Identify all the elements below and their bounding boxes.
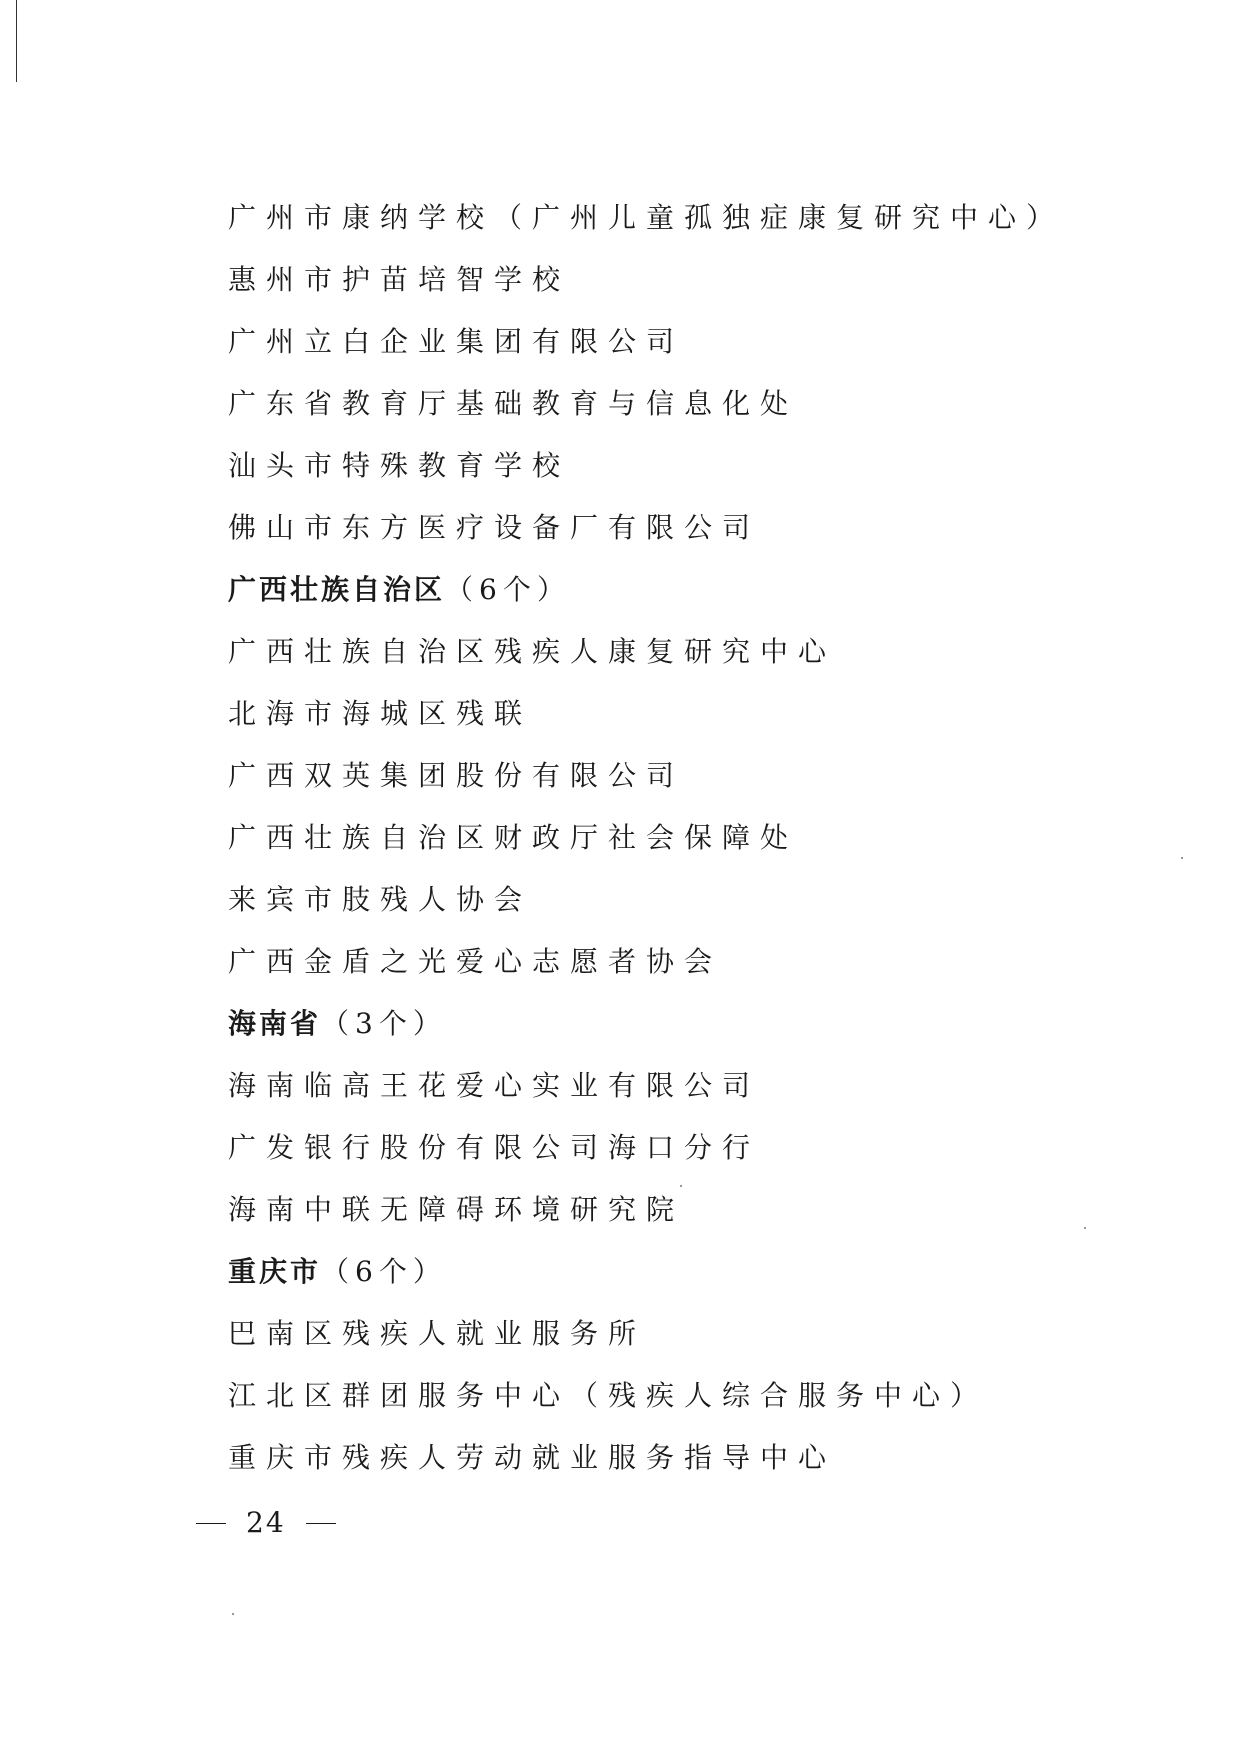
list-item: 江北区群团服务中心（残疾人综合服务中心） <box>228 1379 989 1412</box>
scan-speck <box>1084 1227 1086 1229</box>
section-heading-label: 重庆市 <box>228 1255 322 1288</box>
page-number <box>196 1506 336 1540</box>
scan-speck <box>1181 857 1183 859</box>
section-heading-label: 广西壮族自治区 <box>228 573 446 606</box>
list-item: 北海市海城区残联 <box>228 697 533 730</box>
page-number-dash-left <box>196 1523 226 1524</box>
page-number-dash-right <box>306 1523 336 1524</box>
list-item: 巴南区残疾人就业服务所 <box>228 1317 647 1350</box>
section-heading-chongqing <box>228 1255 447 1289</box>
page-number-value: 24 <box>246 1506 286 1539</box>
list-item: 汕头市特殊教育学校 <box>228 449 571 482</box>
binding-margin-line <box>16 0 17 82</box>
list-item: 广西金盾之光爱心志愿者协会 <box>228 945 723 978</box>
list-item: 广东省教育厅基础教育与信息化处 <box>228 387 799 420</box>
section-heading-guangxi <box>228 573 571 607</box>
list-item: 广州立白企业集团有限公司 <box>228 325 685 358</box>
section-count: （3个） <box>321 1007 447 1040</box>
list-item: 来宾市肢残人协会 <box>228 883 533 916</box>
list-item: 广发银行股份有限公司海口分行 <box>228 1131 761 1164</box>
section-heading-label: 海南省 <box>228 1007 322 1040</box>
scan-speck <box>232 1613 234 1615</box>
list-item: 广西壮族自治区财政厅社会保障处 <box>228 821 799 854</box>
scan-speck <box>680 1185 682 1187</box>
list-item: 佛山市东方医疗设备厂有限公司 <box>228 511 761 544</box>
section-count: （6个） <box>445 573 571 606</box>
list-item: 广西双英集团股份有限公司 <box>228 759 685 792</box>
section-heading-hainan <box>228 1007 447 1041</box>
list-item: 重庆市残疾人劳动就业服务指导中心 <box>228 1441 837 1474</box>
list-item: 广西壮族自治区残疾人康复研究中心 <box>228 635 837 668</box>
section-count: （6个） <box>321 1255 447 1288</box>
list-item: 海南临高王花爱心实业有限公司 <box>228 1069 761 1102</box>
list-item: 广州市康纳学校（广州儿童孤独症康复研究中心） <box>228 201 1065 234</box>
list-item: 海南中联无障碍环境研究院 <box>228 1193 685 1226</box>
list-item: 惠州市护苗培智学校 <box>228 263 571 296</box>
